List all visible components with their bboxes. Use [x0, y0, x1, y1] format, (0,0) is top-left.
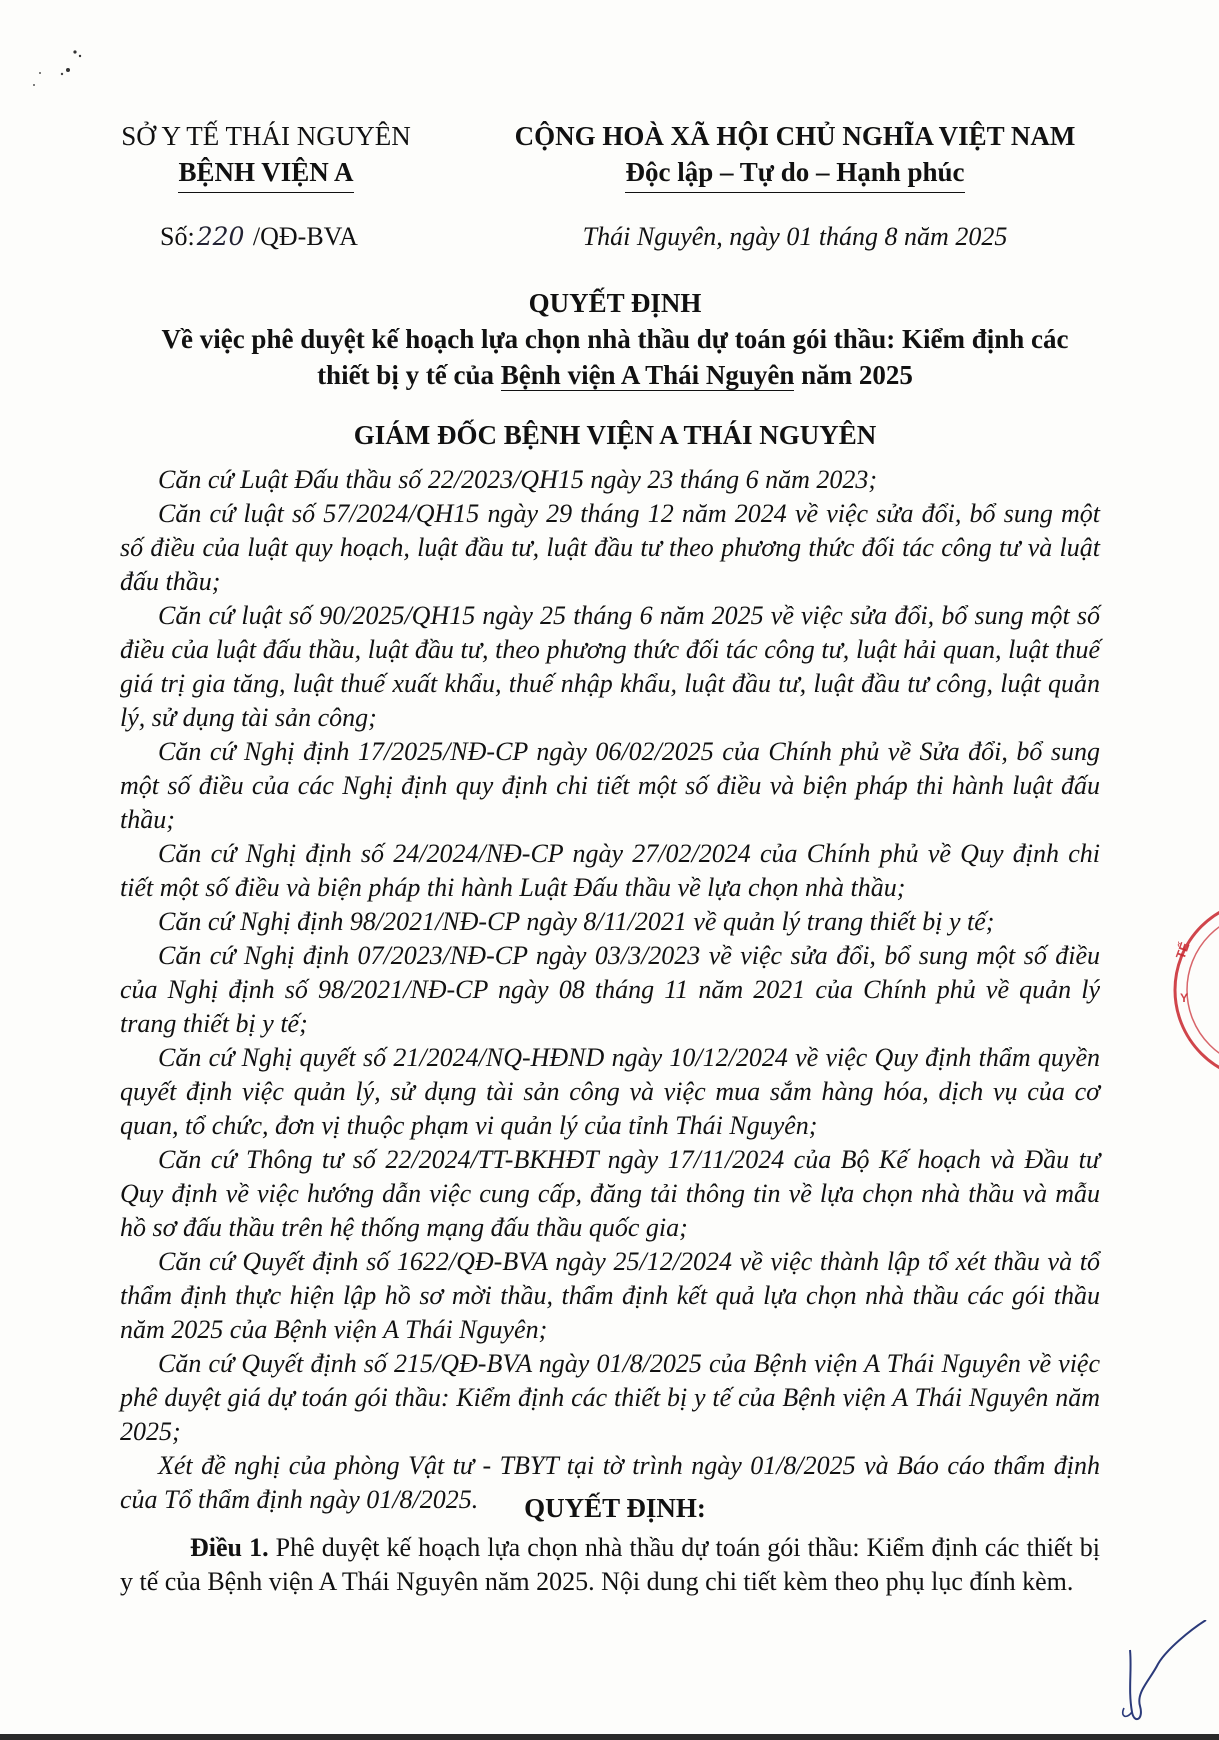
national-heading-block [455, 118, 1135, 193]
legal-basis: Căn cứ Nghị định 17/2025/NĐ-CP ngày 06/02/2025 của Chính phủ về Sửa đổi, bổ sung một số điều của các Nghị định quy định chi tiết một số điều và biện pháp thi hành luật đấu thầu; [120, 737, 1100, 834]
initials-mark-icon [1110, 1620, 1210, 1730]
issuing-agency-block [96, 118, 436, 193]
legal-basis: Căn cứ Nghị định số 24/2024/NĐ-CP ngày 27/02/2024 của Chính phủ về Quy định chi tiết một số điều và biện pháp thi hành Luật Đấu thầu về lựa chọn nhà thầu; [120, 839, 1100, 902]
motto: Độc lập – Tự do – Hạnh phúc [625, 154, 964, 193]
issuing-authority: GIÁM ĐỐC BỆNH VIỆN A THÁI NGUYÊN [353, 420, 877, 450]
document-number [160, 222, 358, 252]
legal-basis: Xét đề nghị của phòng Vật tư - TBYT tại tờ trình ngày 01/8/2025 và Báo cáo thẩm định của Tổ thẩm định ngày 01/8/2025. [120, 1451, 1100, 1514]
seal-stamp-icon [1170, 890, 1219, 1090]
title-line-2a: thiết bị y tế của [317, 360, 501, 390]
decision-heading: QUYẾT ĐỊNH: [524, 1493, 706, 1523]
legal-basis: Căn cứ Nghị định 07/2023/NĐ-CP ngày 03/3/2023 về việc sửa đổi, bổ sung một số điều của Nghị định số 98/2021/NĐ-CP ngày 08 tháng 11 năm 2021 của Chính phủ về quản lý trang thiết bị y tế; [120, 941, 1100, 1038]
date-line: Thái Nguyên, ngày 01 tháng 8 năm 2025 [582, 222, 1008, 251]
title-heading: QUYẾT ĐỊNH [528, 288, 702, 318]
agency-name: SỞ Y TẾ THÁI NGUYÊN [121, 121, 411, 151]
doc-number-suffix: /QĐ-BVA [246, 222, 358, 251]
legal-basis: Căn cứ Nghị quyết số 21/2024/NQ-HĐND ngày 10/12/2024 về việc Quy định thẩm quyền quyết định việc quản lý, sử dụng tài sản công và việc mua sắm hàng hóa, dịch vụ của cơ quan, tổ chức, đơn vị thuộc phạm vi quản lý của tỉnh Thái Nguyên; [120, 1043, 1100, 1140]
unit-name-wrap [96, 154, 436, 193]
title-line-2b: Bệnh viện A Thái Nguyên [500, 360, 795, 390]
article-1-text: Phê duyệt kế hoạch lựa chọn nhà thầu dự toán gói thầu: Kiểm định các thiết bị y tế của Bệnh viện A Thái Nguyên năm 2025. Nội dung chi tiết kèm theo phụ lục đính kèm. [120, 1533, 1100, 1596]
nation-name: CỘNG HOÀ XÃ HỘI CHỦ NGHĨA VIỆT NAM [514, 121, 1076, 151]
legal-basis: Căn cứ Thông tư số 22/2024/TT-BKHĐT ngày 17/11/2024 của Bộ Kế hoạch và Đầu tư Quy định về việc hướng dẫn việc cung cấp, đăng tải thông tin về lựa chọn nhà thầu và mẫu hồ sơ đấu thầu trên hệ thống mạng đấu thầu quốc gia; [120, 1145, 1100, 1242]
article-1-paragraph [120, 1531, 1100, 1599]
motto-wrap [455, 154, 1135, 193]
legal-basis: Căn cứ Nghị định 98/2021/NĐ-CP ngày 8/11/2021 về quản lý trang thiết bị y tế; [158, 907, 995, 936]
title-line-1: Về việc phê duyệt kế hoạch lựa chọn nhà thầu dự toán gói thầu: Kiểm định các [161, 324, 1069, 354]
svg-text:Y: Y [1180, 991, 1189, 1005]
svg-text:·: · [1183, 1034, 1198, 1045]
unit-name: BỆNH VIỆN A [178, 154, 353, 193]
legal-bases [120, 463, 1100, 1517]
article-1-label: Điều 1. [190, 1533, 269, 1562]
doc-number-handwritten: 220 [196, 222, 245, 251]
legal-basis: Căn cứ luật số 57/2024/QH15 ngày 29 tháng 12 năm 2024 về việc sửa đổi, bổ sung một số điều của luật quy hoạch, luật đầu tư, luật đầu tư theo phương thức đối tác công tư và luật đấu thầu; [120, 499, 1100, 596]
document-title [100, 285, 1130, 393]
doc-number-prefix: Số: [160, 222, 195, 251]
scan-bottom-edge [0, 1734, 1219, 1740]
legal-basis: Căn cứ Quyết định số 215/QĐ-BVA ngày 01/8/2025 của Bệnh viện A Thái Nguyên về việc phê duyệt giá dự toán gói thầu: Kiểm định các thiết bị y tế của Bệnh viện A Thái Nguyên năm 2025; [120, 1349, 1100, 1446]
scan-specks-icon [20, 40, 100, 100]
legal-basis: Căn cứ luật số 90/2025/QH15 ngày 25 tháng 6 năm 2025 về việc sửa đổi, bổ sung một số điều của luật đấu thầu, luật đầu tư, theo phương thức đối tác công tư, luật hải quan, luật thuế giá trị gia tăng, luật thuế xuất khẩu, thuế nhập khẩu, luật đầu tư, luật đầu tư công, luật quản lý, sử dụng tài sản công; [120, 601, 1100, 732]
title-line-2 [100, 357, 1130, 393]
legal-basis: Căn cứ Luật Đấu thầu số 22/2023/QH15 ngày 23 tháng 6 năm 2023; [158, 465, 878, 494]
svg-text:TẾ: TẾ [1172, 940, 1193, 962]
title-line-2c: năm 2025 [794, 360, 913, 390]
legal-basis: Căn cứ Quyết định số 1622/QĐ-BVA ngày 25/12/2024 về việc thành lập tổ xét thầu và tổ thẩm định thực hiện lập hồ sơ mời thầu, thẩm định kết quả lựa chọn nhà thầu các gói thầu năm 2025 của Bệnh viện A Thái Nguyên; [120, 1247, 1100, 1344]
article-1 [120, 1531, 1100, 1599]
